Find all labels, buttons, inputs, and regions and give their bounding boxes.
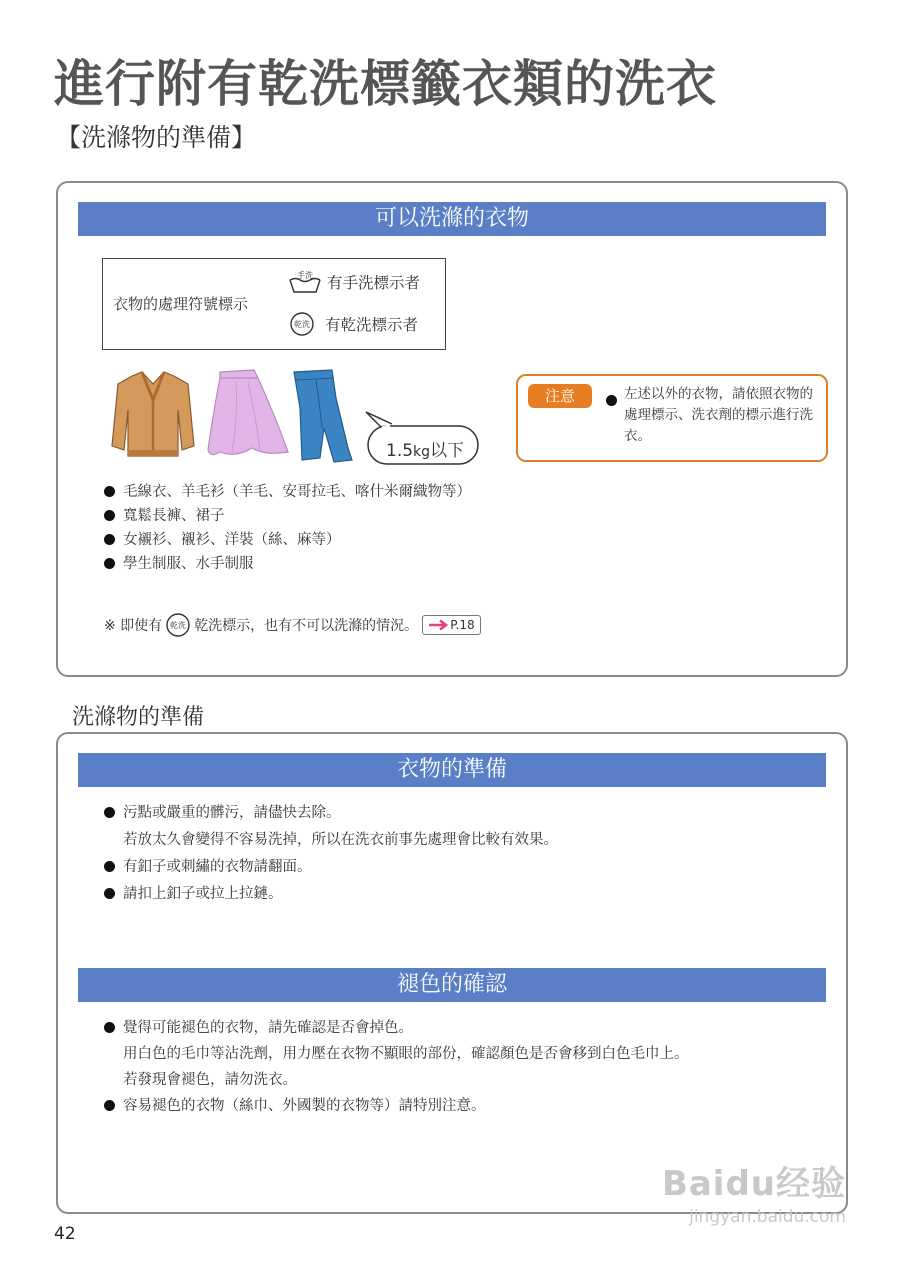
page-number: 42: [54, 1224, 76, 1244]
section-heading: 洗滌物的準備: [72, 705, 205, 730]
dry-clean-footnote: ※ 即使有 乾洗 乾洗標示，也有不可以洗滌的情況。 P.18: [104, 612, 481, 638]
bullet-icon: [104, 861, 115, 872]
bullet-icon: [104, 1022, 115, 1033]
watermark-url: jingyan.baidu.com: [689, 1207, 846, 1227]
watermark-logo: Baidu经验: [661, 1164, 846, 1204]
list-item: 有釦子或刺繡的衣物請翻面。: [104, 854, 558, 881]
caution-text: 左述以外的衣物，請依照衣物的處理標示、洗衣劑的標示進行洗衣。: [624, 386, 813, 444]
page-subtitle: 【洗滌物的準備】: [56, 123, 257, 152]
arrow-right-icon: [428, 619, 450, 631]
hand-wash-row: [287, 269, 420, 295]
clothes-prep-list: [104, 800, 558, 908]
list-item: 污點或嚴重的髒污，請儘快去除。: [104, 800, 558, 827]
bullet-icon: [104, 558, 115, 569]
list-item-detail: 若放太久會變得不容易洗掉，所以在洗衣前事先處理會比較有效果。: [123, 832, 558, 848]
bullet-icon: [104, 486, 115, 497]
weight-limit-text: 1.5kg以下: [386, 441, 465, 461]
svg-text:乾洗: 乾洗: [170, 621, 187, 630]
fade-check-bar: 褪色的確認: [78, 968, 826, 1002]
watermark: [662, 1156, 846, 1227]
fade-check-list: [104, 1015, 689, 1119]
hand-wash-text: 有手洗標示者: [327, 274, 421, 292]
list-item-detail: 若發現會褪色，請勿洗衣。: [123, 1072, 297, 1088]
care-symbol-box: [102, 258, 446, 350]
trousers-illustration: [290, 368, 356, 464]
hand-wash-icon: [287, 269, 323, 295]
list-item: 容易褪色的衣物（絲巾、外國製的衣物等）請特別注意。: [104, 1093, 689, 1119]
care-symbol-label: 衣物的處理符號標示: [113, 295, 249, 313]
list-item: 請扣上釦子或拉上拉鏈。: [104, 881, 558, 908]
dry-clean-text: 有乾洗標示者: [325, 316, 419, 334]
washable-items-list: [104, 480, 471, 576]
dry-clean-icon: [163, 612, 193, 638]
list-item: 覺得可能褪色的衣物，請先確認是否會掉色。: [104, 1015, 689, 1041]
washable-bar: 可以洗滌的衣物: [78, 202, 826, 236]
skirt-illustration: [206, 368, 290, 462]
page-reference-link[interactable]: P.18: [422, 615, 480, 635]
caution-badge: 注意: [528, 384, 592, 408]
caution-note: [516, 374, 828, 462]
bullet-icon: [104, 534, 115, 545]
bullet-icon: [104, 1100, 115, 1111]
dry-clean-row: [287, 311, 418, 337]
bullet-icon: [606, 395, 617, 406]
list-item: 女襯衫、襯衫、洋裝（絲、麻等）: [104, 528, 471, 552]
svg-text:手洗: 手洗: [297, 271, 313, 280]
list-item: 毛線衣、羊毛衫（羊毛、安哥拉毛、喀什米爾織物等）: [104, 480, 471, 504]
list-item: 寬鬆長褲、裙子: [104, 504, 471, 528]
svg-text:乾洗: 乾洗: [294, 320, 310, 329]
bullet-icon: [104, 510, 115, 521]
list-item-detail: 用白色的毛巾等沾洗劑，用力壓在衣物不顯眼的部份，確認顏色是否會移到白色毛巾上。: [123, 1046, 689, 1062]
bullet-icon: [104, 807, 115, 818]
list-item: 學生制服、水手制服: [104, 552, 471, 576]
page-title: 進行附有乾洗標籤衣類的洗衣: [54, 55, 717, 113]
bullet-icon: [104, 888, 115, 899]
sweater-illustration: [108, 370, 198, 462]
dry-clean-icon: [287, 311, 317, 337]
clothes-prep-bar: 衣物的準備: [78, 753, 826, 787]
